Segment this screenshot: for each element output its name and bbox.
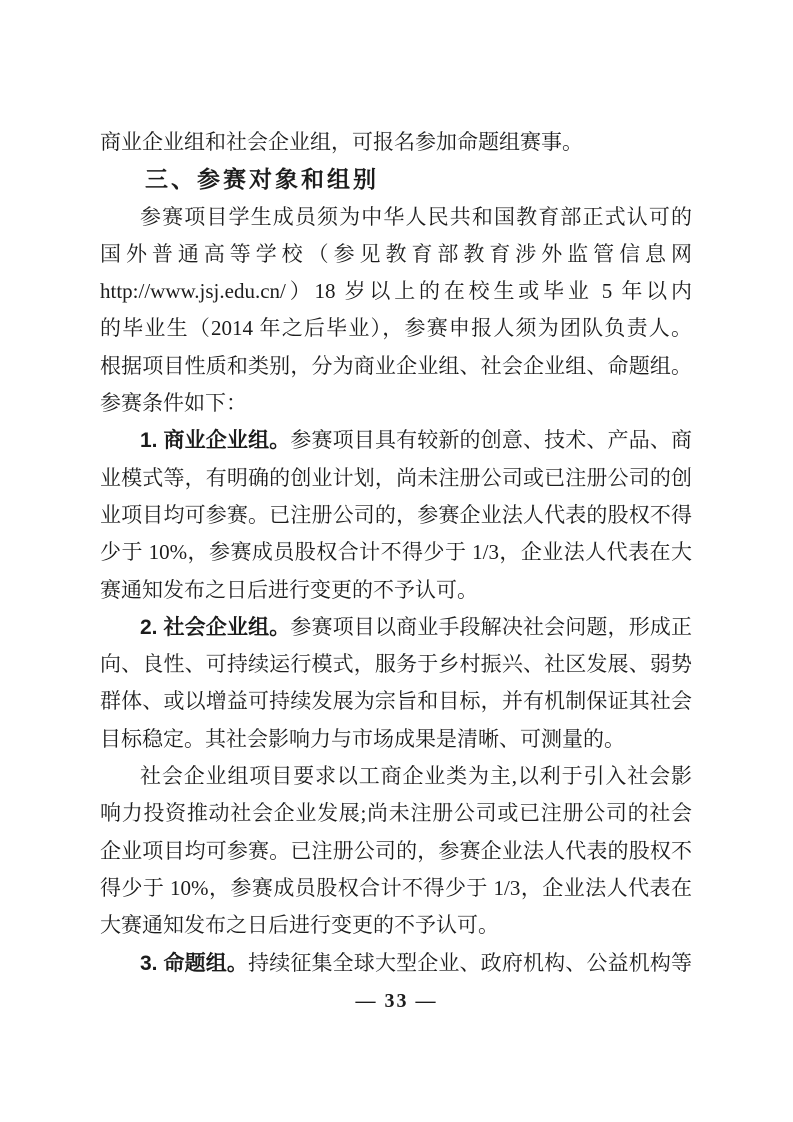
text-line	[100, 609, 692, 646]
line-text: 向、良性、可持续运行模式，服务于乡村振兴、社区发展、弱势	[100, 652, 692, 677]
text-line	[100, 422, 692, 459]
text-line	[100, 907, 692, 944]
text-line	[100, 348, 692, 385]
line-text: 少于 10%，参赛成员股权合计不得少于 1/3，企业法人代表在大	[100, 540, 692, 565]
text-line	[100, 385, 692, 422]
text-block	[100, 124, 692, 982]
line-text: 参赛项目学生成员须为中华人民共和国教育部正式认可的	[140, 204, 692, 229]
text-line	[100, 534, 692, 571]
text-line	[100, 721, 692, 758]
line-text: 社会企业组项目要求以工商企业类为主,以利于引入社会影	[140, 764, 692, 789]
text-line	[100, 199, 692, 236]
line-text: 持续征集全球大型企业、政府机构、公益机构等	[248, 950, 692, 975]
line-text: 三、参赛对象和组别	[145, 166, 379, 193]
text-line	[100, 833, 692, 870]
line-text: 参赛条件如下：	[100, 391, 247, 416]
text-line	[100, 124, 692, 161]
text-line	[100, 683, 692, 720]
text-line	[100, 236, 692, 273]
line-text: 响力投资推动社会企业发展;尚未注册公司或已注册公司的社会	[100, 801, 692, 826]
line-text: 参赛项目具有较新的创意、技术、产品、商	[290, 428, 692, 453]
text-line	[100, 795, 692, 832]
text-line	[100, 572, 692, 609]
line-text: 国外普通高等学校（参见教育部教育涉外监管信息网	[100, 241, 692, 266]
page-number: — 33 —	[355, 990, 438, 1012]
paragraph-lead: 1. 商业企业组。	[140, 429, 291, 453]
line-text: 根据项目性质和类别，分为商业企业组、社会企业组、命题组。	[100, 353, 692, 378]
line-text: 赛通知发布之日后进行变更的不予认可。	[100, 577, 478, 602]
line-text: 参赛项目以商业手段解决社会问题，形成正	[290, 614, 692, 639]
line-text: 业模式等，有明确的创业计划，尚未注册公司或已注册公司的创	[100, 465, 692, 490]
text-line	[100, 945, 692, 982]
section-heading	[100, 161, 692, 198]
paragraph-lead: 2. 社会企业组。	[140, 615, 291, 639]
text-line	[100, 870, 692, 907]
text-line	[100, 273, 692, 310]
line-text: 得少于 10%，参赛成员股权合计不得少于 1/3，企业法人代表在	[100, 875, 692, 900]
text-line	[100, 310, 692, 347]
text-line	[100, 646, 692, 683]
text-line	[100, 758, 692, 795]
line-text: 企业项目均可参赛。已注册公司的，参赛企业法人代表的股权不	[100, 838, 692, 863]
line-text: 大赛通知发布之日后进行变更的不予认可。	[100, 913, 499, 938]
line-text: 目标稳定。其社会影响力与市场成果是清晰、可测量的。	[100, 726, 625, 751]
line-text: 业项目均可参赛。已注册公司的，参赛企业法人代表的股权不得	[100, 502, 692, 527]
line-text: 的毕业生（2014 年之后毕业），参赛申报人须为团队负责人。	[100, 316, 692, 341]
line-text: http://www.jsj.edu.cn/）18 岁以上的在校生或毕业 5 年以内	[100, 279, 692, 304]
line-text: 商业企业组和社会企业组，可报名参加命题组赛事。	[100, 130, 583, 154]
text-line	[100, 460, 692, 497]
paragraph-lead: 3. 命题组。	[140, 951, 249, 975]
text-line	[100, 497, 692, 534]
line-text: 群体、或以增益可持续发展为宗旨和目标，并有机制保证其社会	[100, 689, 692, 714]
